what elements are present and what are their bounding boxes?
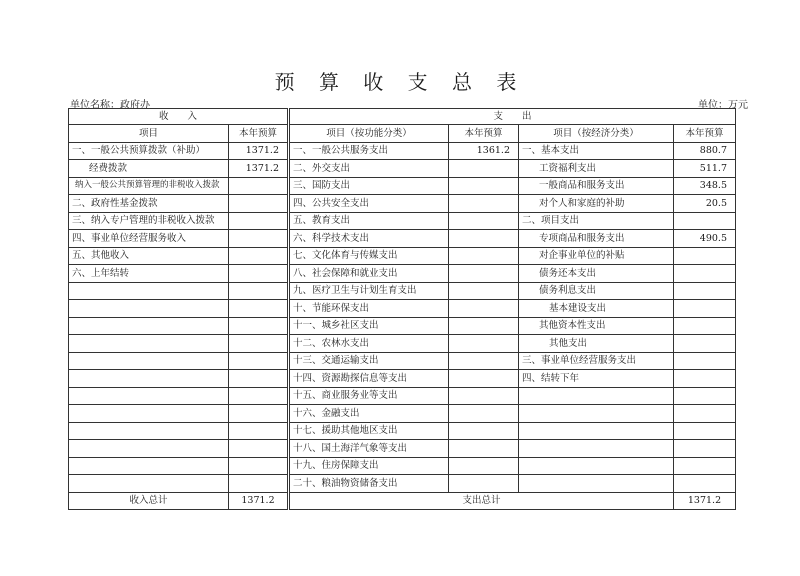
expense-econ-amount bbox=[674, 370, 736, 388]
expense-econ-amount: 490.5 bbox=[674, 230, 736, 248]
expense-econ-item: 其他资本性支出 bbox=[519, 317, 674, 335]
expense-econ-amount bbox=[674, 265, 736, 283]
unit-name: 单位名称：政府办 bbox=[70, 100, 150, 111]
income-amount bbox=[229, 247, 289, 265]
expense-func-item: 十三、交通运输支出 bbox=[289, 352, 449, 370]
expense-econ-amount bbox=[674, 387, 736, 405]
income-item bbox=[69, 457, 229, 475]
expense-econ-item: 四、结转下年 bbox=[519, 370, 674, 388]
expense-econ-item: 债务利息支出 bbox=[519, 282, 674, 300]
expense-econ-item: 一般商品和服务支出 bbox=[519, 177, 674, 195]
expense-group-header: 支 出 bbox=[289, 109, 736, 125]
totals-row bbox=[69, 492, 736, 510]
expense-func-amount bbox=[449, 387, 519, 405]
expense-func-item: 四、公共安全支出 bbox=[289, 195, 449, 213]
table-row bbox=[69, 335, 736, 353]
expense-func-item: 一、一般公共服务支出 bbox=[289, 142, 449, 160]
expense-func-item: 二、外交支出 bbox=[289, 160, 449, 178]
expense-func-amount bbox=[449, 265, 519, 283]
income-item bbox=[69, 440, 229, 458]
table-row bbox=[69, 405, 736, 423]
col-item-header: 项目 bbox=[69, 125, 229, 143]
table-row bbox=[69, 440, 736, 458]
table-row bbox=[69, 457, 736, 475]
expense-econ-amount bbox=[674, 300, 736, 318]
expense-func-amount bbox=[449, 300, 519, 318]
expense-econ-item bbox=[519, 387, 674, 405]
expense-func-item: 八、社会保障和就业支出 bbox=[289, 265, 449, 283]
expense-func-amount bbox=[449, 247, 519, 265]
expense-econ-amount bbox=[674, 317, 736, 335]
expense-econ-item: 对企事业单位的补贴 bbox=[519, 247, 674, 265]
income-amount bbox=[229, 282, 289, 300]
table-row bbox=[69, 352, 736, 370]
income-item bbox=[69, 475, 229, 493]
expense-econ-amount bbox=[674, 247, 736, 265]
income-item bbox=[69, 405, 229, 423]
expense-econ-amount bbox=[674, 352, 736, 370]
income-item bbox=[69, 387, 229, 405]
expense-func-item: 十一、城乡社区支出 bbox=[289, 317, 449, 335]
expense-func-item: 十二、农林水支出 bbox=[289, 335, 449, 353]
expense-func-item: 十九、住房保障支出 bbox=[289, 457, 449, 475]
expense-econ-item: 对个人和家庭的补助 bbox=[519, 195, 674, 213]
expense-econ-item: 专项商品和服务支出 bbox=[519, 230, 674, 248]
expense-func-amount bbox=[449, 195, 519, 213]
income-amount bbox=[229, 212, 289, 230]
table-row bbox=[69, 177, 736, 195]
income-amount bbox=[229, 317, 289, 335]
expense-total-label: 支出总计 bbox=[289, 492, 674, 510]
expense-econ-amount bbox=[674, 422, 736, 440]
income-amount bbox=[229, 335, 289, 353]
income-item: 五、其他收入 bbox=[69, 247, 229, 265]
table-row bbox=[69, 265, 736, 283]
income-amount bbox=[229, 177, 289, 195]
expense-econ-item: 基本建设支出 bbox=[519, 300, 674, 318]
expense-econ-item bbox=[519, 422, 674, 440]
expense-func-item: 七、文化体育与传媒支出 bbox=[289, 247, 449, 265]
income-amount bbox=[229, 370, 289, 388]
expense-econ-amount bbox=[674, 440, 736, 458]
income-amount bbox=[229, 405, 289, 423]
col-amount-header: 本年预算 bbox=[229, 125, 289, 143]
income-item: 纳入一般公共预算管理的非税收入拨款 bbox=[69, 177, 229, 195]
income-amount bbox=[229, 475, 289, 493]
table-row bbox=[69, 212, 736, 230]
expense-econ-item: 工资福利支出 bbox=[519, 160, 674, 178]
expense-econ-amount bbox=[674, 212, 736, 230]
expense-econ-amount: 348.5 bbox=[674, 177, 736, 195]
expense-econ-amount: 511.7 bbox=[674, 160, 736, 178]
col-item-econ-header: 项目（按经济分类） bbox=[519, 125, 674, 143]
expense-func-amount bbox=[449, 230, 519, 248]
income-amount bbox=[229, 352, 289, 370]
expense-func-item: 十四、资源勘探信息等支出 bbox=[289, 370, 449, 388]
expense-econ-amount: 20.5 bbox=[674, 195, 736, 213]
expense-func-amount: 1361.2 bbox=[449, 142, 519, 160]
expense-econ-item bbox=[519, 405, 674, 423]
expense-econ-amount bbox=[674, 282, 736, 300]
income-item: 三、纳入专户管理的非税收入拨款 bbox=[69, 212, 229, 230]
expense-func-item: 六、科学技术支出 bbox=[289, 230, 449, 248]
income-item bbox=[69, 370, 229, 388]
expense-func-amount bbox=[449, 177, 519, 195]
income-amount bbox=[229, 300, 289, 318]
income-amount bbox=[229, 230, 289, 248]
expense-func-amount bbox=[449, 370, 519, 388]
income-amount bbox=[229, 440, 289, 458]
income-amount: 1371.2 bbox=[229, 160, 289, 178]
income-amount bbox=[229, 457, 289, 475]
income-total-label: 收入总计 bbox=[69, 492, 229, 510]
income-item bbox=[69, 317, 229, 335]
income-item: 六、上年结转 bbox=[69, 265, 229, 283]
expense-econ-amount bbox=[674, 335, 736, 353]
expense-total-amount: 1371.2 bbox=[674, 492, 736, 510]
expense-func-amount bbox=[449, 405, 519, 423]
col-item-func-header: 项目（按功能分类） bbox=[289, 125, 449, 143]
income-amount bbox=[229, 265, 289, 283]
expense-econ-amount bbox=[674, 475, 736, 493]
expense-func-item: 三、国防支出 bbox=[289, 177, 449, 195]
table-row bbox=[69, 475, 736, 493]
expense-func-amount bbox=[449, 160, 519, 178]
expense-func-amount bbox=[449, 457, 519, 475]
expense-func-item: 十五、商业服务业等支出 bbox=[289, 387, 449, 405]
page-title: 预 算 收 支 总 表 bbox=[274, 70, 526, 94]
table-row bbox=[69, 142, 736, 160]
expense-econ-item: 其他支出 bbox=[519, 335, 674, 353]
col-amount-econ-header: 本年预算 bbox=[674, 125, 736, 143]
income-item: 二、政府性基金拨款 bbox=[69, 195, 229, 213]
table-row bbox=[69, 387, 736, 405]
expense-econ-amount bbox=[674, 405, 736, 423]
expense-func-amount bbox=[449, 440, 519, 458]
expense-func-amount bbox=[449, 282, 519, 300]
expense-func-amount bbox=[449, 317, 519, 335]
table-row bbox=[69, 195, 736, 213]
expense-econ-item: 三、事业单位经营服务支出 bbox=[519, 352, 674, 370]
expense-func-item: 九、医疗卫生与计划生育支出 bbox=[289, 282, 449, 300]
col-amount-func-header: 本年预算 bbox=[449, 125, 519, 143]
table-row bbox=[69, 370, 736, 388]
income-group-header: 收 入 bbox=[69, 109, 289, 125]
income-item: 经费拨款 bbox=[69, 160, 229, 178]
table-row bbox=[69, 230, 736, 248]
income-amount bbox=[229, 195, 289, 213]
income-total-amount: 1371.2 bbox=[229, 492, 289, 510]
table-row bbox=[69, 247, 736, 265]
income-item bbox=[69, 335, 229, 353]
income-item: 一、一般公共预算拨款（补助） bbox=[69, 142, 229, 160]
expense-func-item: 十七、援助其他地区支出 bbox=[289, 422, 449, 440]
income-amount: 1371.2 bbox=[229, 142, 289, 160]
table-row bbox=[69, 300, 736, 318]
expense-func-item: 十八、国土海洋气象等支出 bbox=[289, 440, 449, 458]
expense-func-amount bbox=[449, 335, 519, 353]
table-row bbox=[69, 160, 736, 178]
income-item bbox=[69, 282, 229, 300]
income-item bbox=[69, 352, 229, 370]
expense-econ-item bbox=[519, 440, 674, 458]
expense-func-amount bbox=[449, 475, 519, 493]
expense-func-item: 二十、粮油物资储备支出 bbox=[289, 475, 449, 493]
income-amount bbox=[229, 387, 289, 405]
table-row bbox=[69, 282, 736, 300]
expense-econ-item: 二、项目支出 bbox=[519, 212, 674, 230]
income-item bbox=[69, 422, 229, 440]
income-amount bbox=[229, 422, 289, 440]
expense-econ-item bbox=[519, 457, 674, 475]
expense-func-amount bbox=[449, 352, 519, 370]
expense-econ-item bbox=[519, 475, 674, 493]
budget-table bbox=[68, 108, 736, 510]
income-item: 四、事业单位经营服务收入 bbox=[69, 230, 229, 248]
unit-label: 单位：万元 bbox=[698, 100, 748, 111]
expense-func-amount bbox=[449, 212, 519, 230]
expense-func-item: 五、教育支出 bbox=[289, 212, 449, 230]
expense-func-item: 十、节能环保支出 bbox=[289, 300, 449, 318]
expense-econ-item: 一、基本支出 bbox=[519, 142, 674, 160]
expense-func-amount bbox=[449, 422, 519, 440]
expense-econ-item: 债务还本支出 bbox=[519, 265, 674, 283]
expense-econ-amount: 880.7 bbox=[674, 142, 736, 160]
table-row bbox=[69, 422, 736, 440]
expense-econ-amount bbox=[674, 457, 736, 475]
expense-func-item: 十六、金融支出 bbox=[289, 405, 449, 423]
income-item bbox=[69, 300, 229, 318]
table-row bbox=[69, 317, 736, 335]
